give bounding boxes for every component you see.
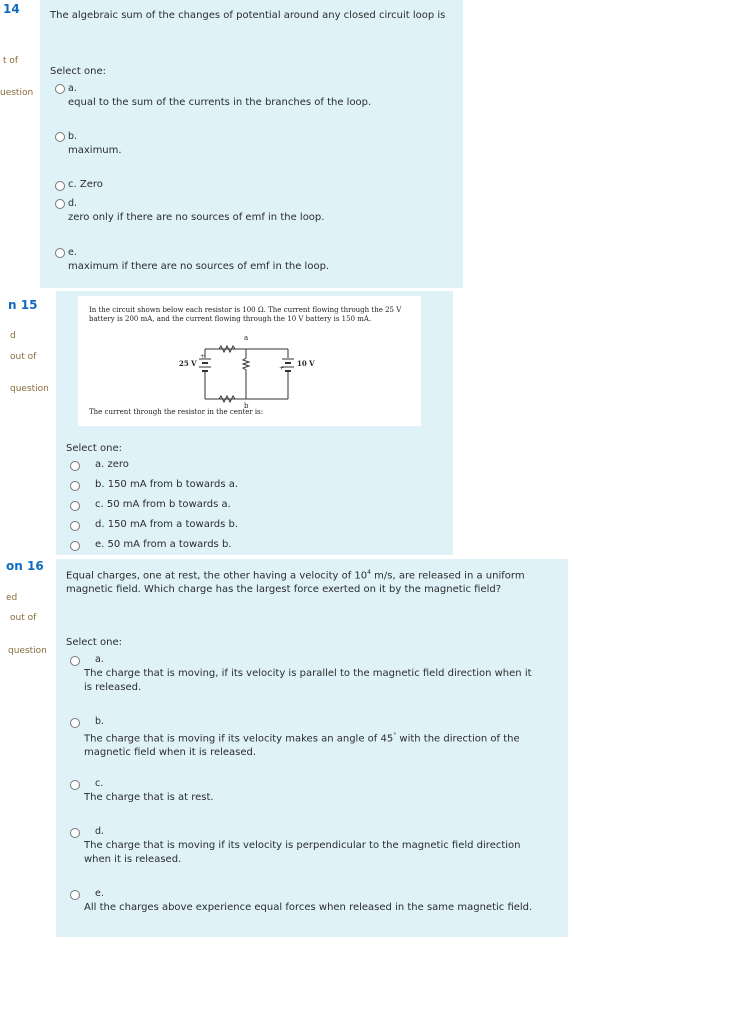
question-16-option-e-text: All the charges above experience equal forces when released in the same magnetic field. xyxy=(84,902,533,913)
question-14-option-e-text: maximum if there are no sources of emf in the loop. xyxy=(68,261,330,272)
question-16-option-b-letter: b. xyxy=(95,716,105,727)
question-14-option-a-letter: a. xyxy=(68,83,77,94)
question-16-text-end: m/s, are released in a uniform magnetic field. Which charge has the largest force exerted on it by the magnetic field? xyxy=(66,570,525,596)
question-15-option-d-text: d. 150 mA from a towards b. xyxy=(95,519,239,530)
circuit-diagram xyxy=(78,296,421,426)
resistor-center xyxy=(243,358,249,370)
question-16-option-e-letter: e. xyxy=(95,888,104,899)
question-14-select-one: Select one: xyxy=(50,66,107,77)
question-16-select-one: Select one: xyxy=(66,637,123,648)
question-14-option-a-radio[interactable] xyxy=(55,84,65,94)
circuit-25v-label: 25 V xyxy=(179,359,197,368)
circuit-node-a-label: a xyxy=(244,334,249,342)
question-14-option-b-text: maximum. xyxy=(68,145,122,156)
svg-text:+: + xyxy=(200,353,206,360)
question-16-option-a-radio[interactable] xyxy=(70,656,80,666)
question-16-option-b-degree: ° xyxy=(393,732,397,739)
question-16-text-exponent: 4 xyxy=(367,569,371,576)
question-15-option-a-text: a. zero xyxy=(95,459,129,470)
svg-text:+: + xyxy=(279,365,285,372)
question-14-option-e-letter: e. xyxy=(68,247,77,258)
question-14-option-d-text: zero only if there are no sources of emf in the loop. xyxy=(68,212,325,223)
question-14-option-d-letter: d. xyxy=(68,198,78,209)
question-16-option-c-radio[interactable] xyxy=(70,780,80,790)
question-14-option-b-radio[interactable] xyxy=(55,132,65,142)
circuit-node-b-label: b xyxy=(244,402,249,410)
question-16-option-b-text-end: with the direction of the magnetic field when it is released. xyxy=(84,733,520,759)
question-15-option-b-text: b. 150 mA from b towards a. xyxy=(95,479,239,490)
question-14-option-c-radio[interactable] xyxy=(55,181,65,191)
question-16-option-d-text: The charge that is moving if its velocity is perpendicular to the magnetic field direction when it is released. xyxy=(84,840,521,865)
question-15-flag-link[interactable]: question xyxy=(10,384,49,394)
circuit-question-image xyxy=(78,296,421,426)
question-14-option-e-radio[interactable] xyxy=(55,248,65,258)
question-16-flag-link[interactable]: question xyxy=(8,646,47,656)
question-16-number: on 16 xyxy=(6,559,44,573)
question-16-option-e-radio[interactable] xyxy=(70,890,80,900)
question-16-text xyxy=(66,566,536,597)
question-15-option-e-radio[interactable] xyxy=(70,541,80,551)
circuit-10v-label: 10 V xyxy=(297,359,315,368)
question-14-text: The algebraic sum of the changes of potential around any closed circuit loop is xyxy=(50,10,446,21)
question-16-option-b-radio[interactable] xyxy=(70,718,80,728)
question-14-option-d-radio[interactable] xyxy=(55,199,65,209)
question-16-option-c-letter: c. xyxy=(95,778,104,789)
question-15-panel xyxy=(56,291,453,555)
question-15-option-a-radio[interactable] xyxy=(70,461,80,471)
question-15-select-one: Select one: xyxy=(66,443,123,454)
question-16-panel xyxy=(56,559,568,937)
question-16-info-marks: out of xyxy=(10,613,37,623)
question-14-option-c-text: c. Zero xyxy=(68,179,103,190)
question-14-panel xyxy=(40,0,463,288)
question-16-option-b-text-start: The charge that is moving if its velocity makes an angle of 45 xyxy=(84,733,394,745)
question-14-option-a-text: equal to the sum of the currents in the branches of the loop. xyxy=(68,97,372,108)
question-15-info-marks: out of xyxy=(10,352,37,362)
question-15-option-c-radio[interactable] xyxy=(70,501,80,511)
question-15-option-e-text: e. 50 mA from a towards b. xyxy=(95,539,232,550)
question-14-number: 14 xyxy=(3,2,20,16)
question-14-flag-link[interactable]: uestion xyxy=(0,88,34,98)
circuit-description-text: In the circuit shown below each resistor is 100 Ω. The current flowing through the 25 V battery is 200 mA, and the current flowing through the 10 V battery is 150 mA. xyxy=(89,306,402,323)
question-15-info-status: d xyxy=(10,331,16,341)
question-16-option-b-text xyxy=(84,729,534,760)
question-15-option-d-radio[interactable] xyxy=(70,521,80,531)
question-16-option-d-letter: d. xyxy=(95,826,105,837)
question-14-info-marks: t of xyxy=(3,56,19,66)
question-15-option-c-text: c. 50 mA from b towards a. xyxy=(95,499,231,510)
question-16-option-c-text: The charge that is at rest. xyxy=(84,792,214,803)
question-14-option-b-letter: b. xyxy=(68,131,78,142)
question-16-option-a-text: The charge that is moving, if its velocity is parallel to the magnetic field direction when it is released. xyxy=(84,668,532,693)
question-16-option-d-radio[interactable] xyxy=(70,828,80,838)
circuit-question-text: The current through the resistor in the center is: xyxy=(89,408,264,416)
question-16-option-a-letter: a. xyxy=(95,654,104,665)
question-15-number: n 15 xyxy=(8,298,38,312)
question-15-option-b-radio[interactable] xyxy=(70,481,80,491)
question-16-info-status: ed xyxy=(6,593,18,603)
question-16-text-start: Equal charges, one at rest, the other having a velocity of 10 xyxy=(66,570,368,582)
battery-25v-symbol xyxy=(199,359,211,371)
